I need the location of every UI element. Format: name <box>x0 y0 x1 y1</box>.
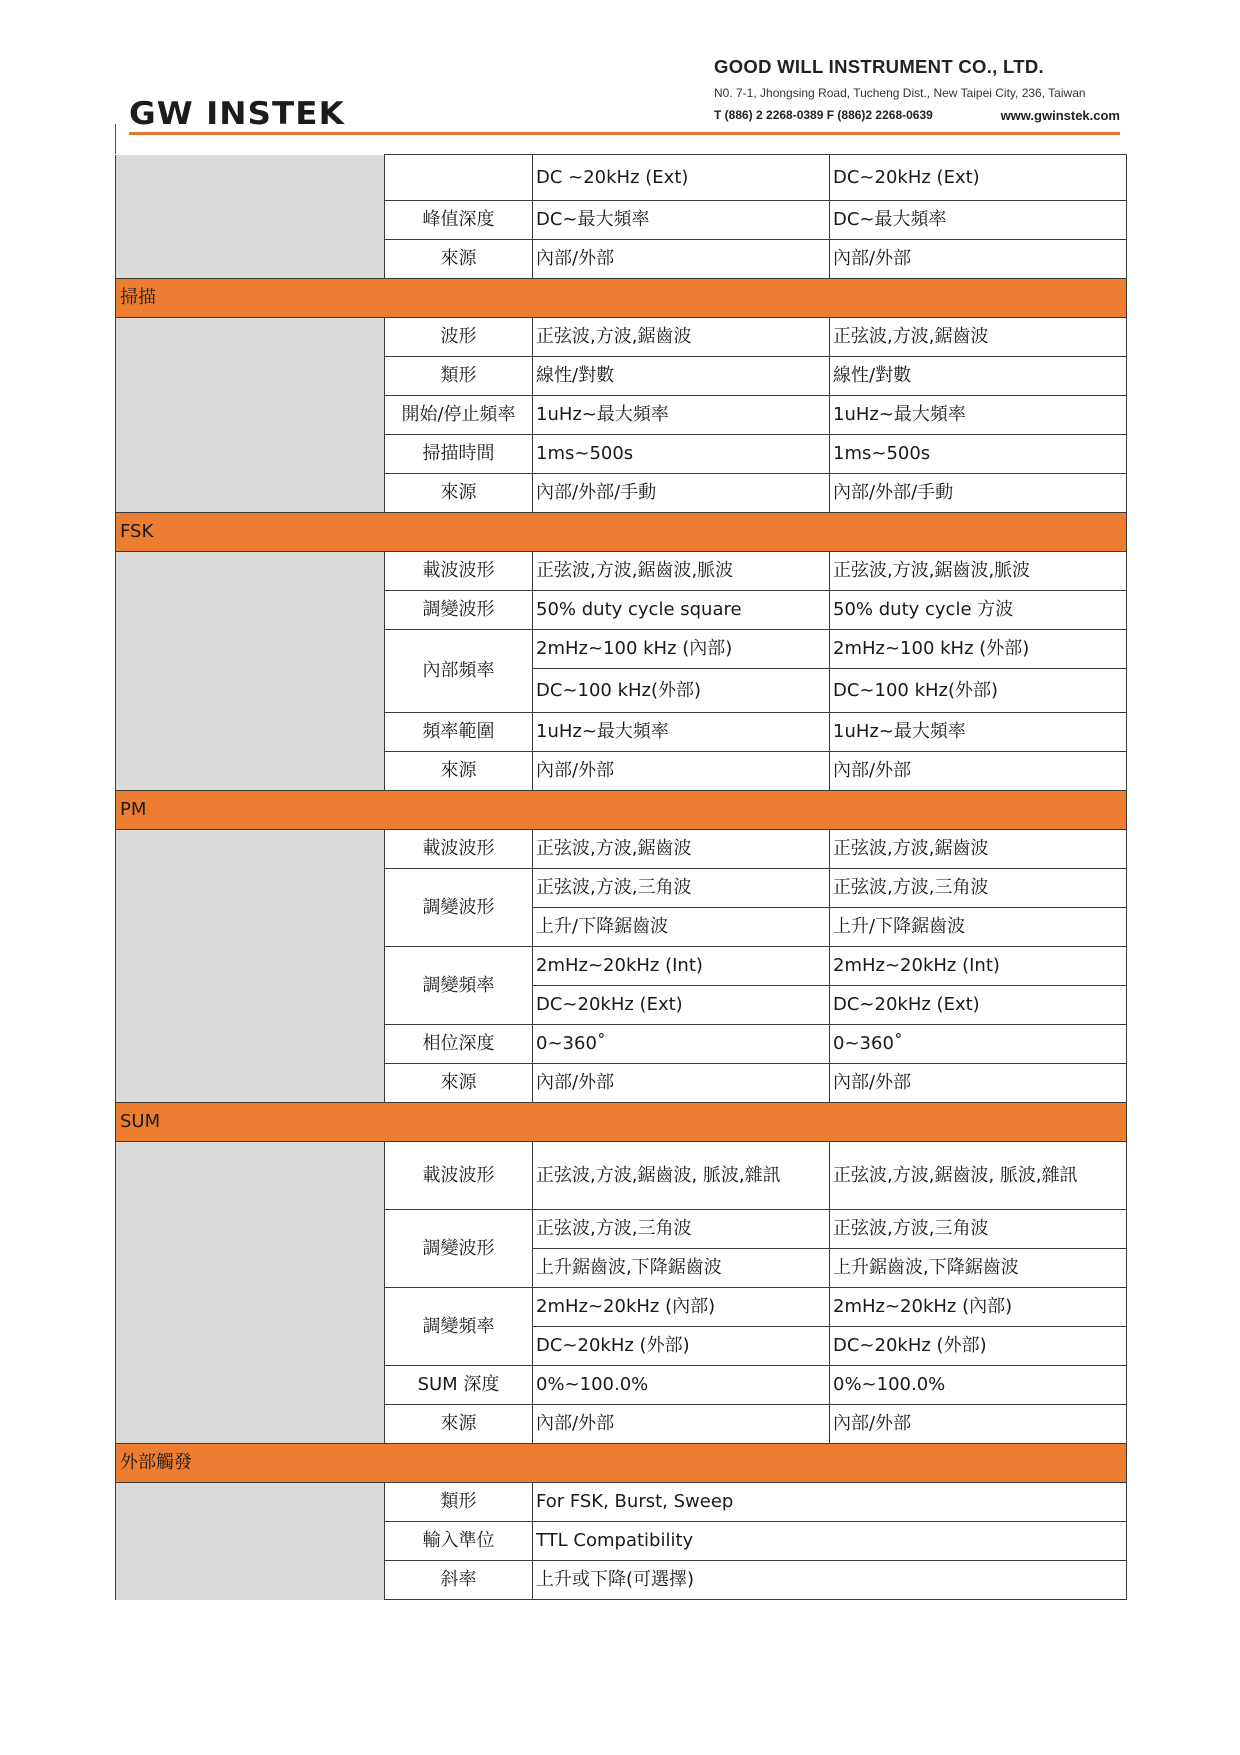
section-header-pm <box>116 791 1127 830</box>
cell-ch1: 正弦波,方波,鋸齒波,脈波 <box>533 552 830 591</box>
cell-ch2: 上升鋸齒波,下降鋸齒波 <box>830 1249 1127 1288</box>
cell-ch1: 正弦波,方波,三角波 <box>533 1210 830 1249</box>
gray-cell <box>116 1483 385 1600</box>
cell-ch1: 正弦波,方波,鋸齒波, 脈波,雜訊 <box>533 1142 830 1210</box>
row-label: 掃描時間 <box>385 435 533 474</box>
cell-ch1: 線性/對數 <box>533 357 830 396</box>
row-label: 來源 <box>385 752 533 791</box>
section-title: 外部觸發 <box>116 1444 1127 1483</box>
cell-ch2: 正弦波,方波,鋸齒波,脈波 <box>830 552 1127 591</box>
row-label: 波形 <box>385 318 533 357</box>
cell-ch2: 正弦波,方波,鋸齒波 <box>830 830 1127 869</box>
cell-ch2: DC~20kHz (Ext) <box>830 155 1127 201</box>
cell-ch2: 內部/外部/手動 <box>830 474 1127 513</box>
cell-ch1: 內部/外部 <box>533 240 830 279</box>
cell-ch1: DC~100 kHz(外部) <box>533 669 830 713</box>
cell-ch2: 正弦波,方波,鋸齒波 <box>830 318 1127 357</box>
row-label: 相位深度 <box>385 1025 533 1064</box>
cell-ch1: 1uHz~最大頻率 <box>533 713 830 752</box>
row-label: 來源 <box>385 240 533 279</box>
row-label <box>385 155 533 201</box>
section-header-fsk <box>116 513 1127 552</box>
cell-ch1: DC ~20kHz (Ext) <box>533 155 830 201</box>
cell-ch2: 2mHz~100 kHz (外部) <box>830 630 1127 669</box>
cell-ch1: 50% duty cycle square <box>533 591 830 630</box>
row-label: 調變頻率 <box>385 1288 533 1366</box>
cell-ch1: 正弦波,方波,三角波 <box>533 869 830 908</box>
cell-ch2: 2mHz~20kHz (Int) <box>830 947 1127 986</box>
cell-ch2: 1uHz~最大頻率 <box>830 396 1127 435</box>
gray-cell <box>116 552 385 791</box>
cell-ch2: 50% duty cycle 方波 <box>830 591 1127 630</box>
section-header-trigger <box>116 1444 1127 1483</box>
row-label: 類形 <box>385 1483 533 1522</box>
spec-table <box>115 154 1127 1600</box>
cell-ch1: 正弦波,方波,鋸齒波 <box>533 318 830 357</box>
cell-ch2: 0~360˚ <box>830 1025 1127 1064</box>
section-header-sweep <box>116 279 1127 318</box>
row-label: SUM 深度 <box>385 1366 533 1405</box>
section-title: SUM <box>116 1103 1127 1142</box>
row-label: 來源 <box>385 1064 533 1103</box>
cell-ch1: DC~20kHz (Ext) <box>533 986 830 1025</box>
cell-ch1: DC~最大頻率 <box>533 201 830 240</box>
company-logo: GW INSTEK <box>129 96 345 132</box>
row-label: 來源 <box>385 1405 533 1444</box>
cell-ch1: 內部/外部 <box>533 752 830 791</box>
section-header-sum <box>116 1103 1127 1142</box>
company-name: GOOD WILL INSTRUMENT CO., LTD. <box>714 56 1044 77</box>
header-rule <box>129 132 1120 135</box>
cell-ch2: 內部/外部 <box>830 240 1127 279</box>
company-contact: T (886) 2 2268-0389 F (886)2 2268-0639 <box>714 108 933 122</box>
table-row <box>116 318 1127 357</box>
header-left-line <box>115 124 116 154</box>
row-label: 調變頻率 <box>385 947 533 1025</box>
cell-ch2: 正弦波,方波,鋸齒波, 脈波,雜訊 <box>830 1142 1127 1210</box>
cell-ch1: 上升/下降鋸齒波 <box>533 908 830 947</box>
cell-ch1: 0%~100.0% <box>533 1366 830 1405</box>
section-title: PM <box>116 791 1127 830</box>
table-row <box>116 830 1127 869</box>
gray-cell <box>116 155 385 279</box>
row-label: 頻率範圍 <box>385 713 533 752</box>
row-label: 開始/停止頻率 <box>385 396 533 435</box>
row-label: 調變波形 <box>385 1210 533 1288</box>
cell-ch1: 內部/外部/手動 <box>533 474 830 513</box>
cell-value: TTL Compatibility <box>533 1522 1127 1561</box>
cell-ch2: 1uHz~最大頻率 <box>830 713 1127 752</box>
row-label: 調變波形 <box>385 591 533 630</box>
row-label: 斜率 <box>385 1561 533 1600</box>
row-label: 峰值深度 <box>385 201 533 240</box>
cell-ch1: 1uHz~最大頻率 <box>533 396 830 435</box>
company-website: www.gwinstek.com <box>1000 108 1120 123</box>
cell-ch1: 2mHz~100 kHz (內部) <box>533 630 830 669</box>
cell-ch1: 1ms~500s <box>533 435 830 474</box>
table-row <box>116 1142 1127 1210</box>
cell-ch1: 正弦波,方波,鋸齒波 <box>533 830 830 869</box>
row-label: 載波波形 <box>385 830 533 869</box>
cell-ch1: 上升鋸齒波,下降鋸齒波 <box>533 1249 830 1288</box>
cell-ch1: 2mHz~20kHz (Int) <box>533 947 830 986</box>
row-label: 調變波形 <box>385 869 533 947</box>
cell-ch2: 線性/對數 <box>830 357 1127 396</box>
row-label: 輸入準位 <box>385 1522 533 1561</box>
table-row <box>116 155 1127 201</box>
cell-ch2: 1ms~500s <box>830 435 1127 474</box>
cell-value: 上升或下降(可選擇) <box>533 1561 1127 1600</box>
cell-ch2: 上升/下降鋸齒波 <box>830 908 1127 947</box>
cell-ch1: 2mHz~20kHz (內部) <box>533 1288 830 1327</box>
cell-ch1: 0~360˚ <box>533 1025 830 1064</box>
cell-ch2: DC~20kHz (Ext) <box>830 986 1127 1025</box>
row-label: 來源 <box>385 474 533 513</box>
cell-ch1: 內部/外部 <box>533 1405 830 1444</box>
cell-ch2: 正弦波,方波,三角波 <box>830 1210 1127 1249</box>
cell-ch1: DC~20kHz (外部) <box>533 1327 830 1366</box>
cell-ch2: 正弦波,方波,三角波 <box>830 869 1127 908</box>
row-label: 內部頻率 <box>385 630 533 713</box>
cell-ch2: 2mHz~20kHz (內部) <box>830 1288 1127 1327</box>
cell-ch2: DC~20kHz (外部) <box>830 1327 1127 1366</box>
gray-cell <box>116 1142 385 1444</box>
row-label: 類形 <box>385 357 533 396</box>
cell-ch2: DC~最大頻率 <box>830 201 1127 240</box>
row-label: 載波波形 <box>385 1142 533 1210</box>
table-row <box>116 1483 1127 1522</box>
cell-ch2: 內部/外部 <box>830 1064 1127 1103</box>
table-row <box>116 552 1127 591</box>
cell-ch2: 0%~100.0% <box>830 1366 1127 1405</box>
cell-ch1: 內部/外部 <box>533 1064 830 1103</box>
row-label: 載波波形 <box>385 552 533 591</box>
cell-ch2: 內部/外部 <box>830 752 1127 791</box>
gray-cell <box>116 318 385 513</box>
section-title: 掃描 <box>116 279 1127 318</box>
company-address: N0. 7-1, Jhongsing Road, Tucheng Dist., New Taipei City, 236, Taiwan <box>714 86 1086 100</box>
cell-ch2: 內部/外部 <box>830 1405 1127 1444</box>
gray-cell <box>116 830 385 1103</box>
section-title: FSK <box>116 513 1127 552</box>
cell-value: For FSK, Burst, Sweep <box>533 1483 1127 1522</box>
cell-ch2: DC~100 kHz(外部) <box>830 669 1127 713</box>
